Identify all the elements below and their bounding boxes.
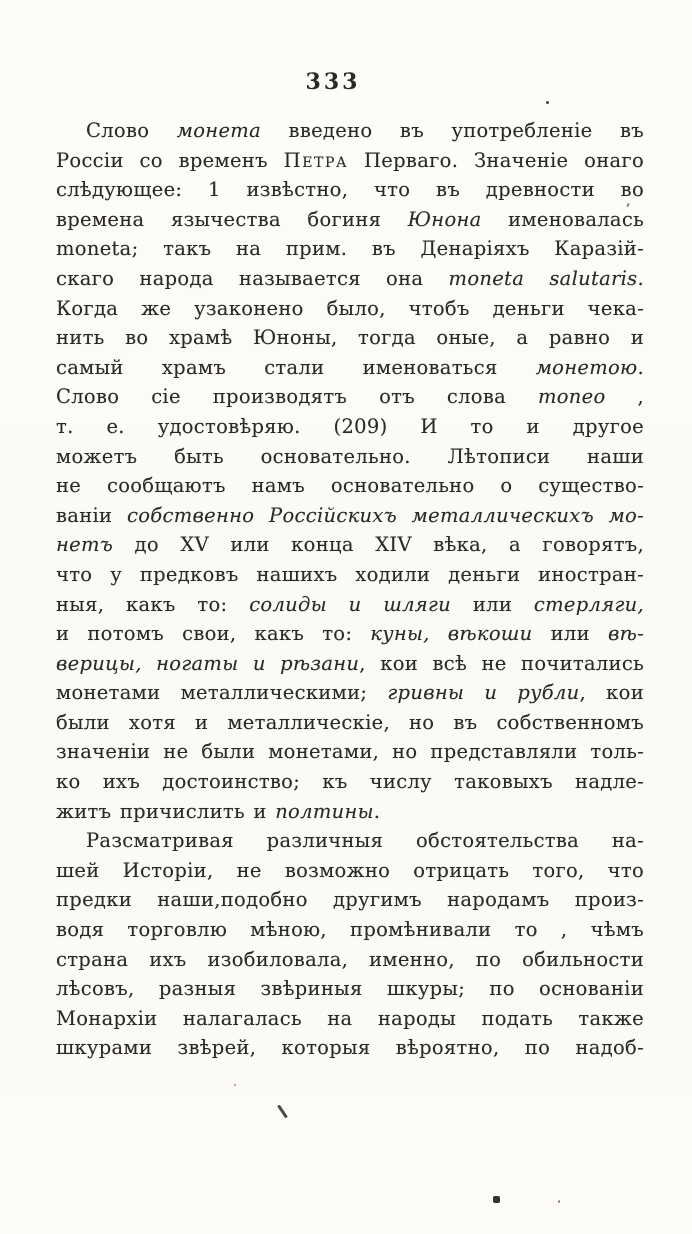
text-line xyxy=(56,856,644,886)
text-line xyxy=(56,382,644,412)
text-line xyxy=(56,737,644,767)
text-segment: именовалась xyxy=(481,207,644,231)
italic-text: куны, вѣкоши xyxy=(370,622,533,646)
text-line xyxy=(56,649,644,679)
smallcaps-text: Петра xyxy=(283,148,349,172)
text-segment: , xyxy=(605,385,644,409)
italic-text: монетою xyxy=(535,355,638,379)
text-segment: слѣдующее: 1 извѣстно, что въ древности во xyxy=(56,178,644,202)
text-line xyxy=(56,974,644,1004)
ink-speck xyxy=(493,1196,500,1203)
ink-speck xyxy=(234,1084,236,1086)
text-line xyxy=(56,530,644,560)
text-segment: были хотя и металлическіе, но въ собственномъ xyxy=(56,710,644,734)
text-line xyxy=(56,294,644,324)
italic-text: монета xyxy=(176,119,262,142)
text-segment: или xyxy=(451,592,534,616)
italic-text: вѣ- xyxy=(607,622,645,646)
text-line xyxy=(56,234,644,264)
text-segment: . xyxy=(637,266,644,290)
text-line xyxy=(56,323,644,353)
text-line xyxy=(56,678,644,708)
italic-text: гривны и рубли xyxy=(387,681,580,705)
text-line xyxy=(56,353,644,383)
text-segment: Разсматривая различныя обстоятельства на- xyxy=(86,829,644,853)
text-segment: ныя, какъ то: xyxy=(56,592,250,616)
text-segment: ко ихъ достоинство; къ числу таковыхъ надле- xyxy=(56,770,644,794)
text-segment: , кои xyxy=(579,681,644,705)
text-line xyxy=(56,264,644,294)
text-line xyxy=(56,146,644,176)
text-segment: Монархіи налагалась на народы подать также xyxy=(56,1006,644,1030)
text-segment: не сообщаютъ намъ основательно о существо- xyxy=(56,474,644,498)
text-segment: шей Исторіи, не возможно отрицать того, что xyxy=(56,858,644,882)
text-segment: . xyxy=(373,799,381,823)
body-text xyxy=(56,116,644,1063)
text-segment: житъ причислить и xyxy=(56,799,276,823)
text-segment: или xyxy=(532,622,608,646)
text-line xyxy=(56,1033,644,1063)
text-segment: лѣсовъ, разныя звѣриныя шкуры; по основаніи xyxy=(56,977,644,1001)
text-line xyxy=(56,471,644,501)
text-segment: водя торговлю мѣною, промѣнивали то , чѣмъ xyxy=(56,918,644,942)
ink-speck xyxy=(546,101,549,104)
text-segment: можетъ быть основательно. Лѣтописи наши xyxy=(56,444,644,468)
text-line xyxy=(56,826,644,856)
text-segment: Россіи со временъ xyxy=(56,148,284,172)
text-segment: введено въ употребленіе въ xyxy=(261,119,645,142)
italic-text: собственно Россійскихъ металлическихъ мо- xyxy=(127,503,644,527)
text-line xyxy=(56,560,644,590)
text-line xyxy=(56,797,644,827)
text-line xyxy=(56,175,644,205)
text-segment: Слово xyxy=(86,119,177,142)
text-line xyxy=(56,767,644,797)
text-segment: ваніи xyxy=(56,503,128,527)
italic-text: Юнона xyxy=(407,207,482,231)
italic-text: moneo xyxy=(537,385,606,409)
italic-text: верицы, ногаты и рѣзани xyxy=(56,651,360,675)
italic-text: солиды и шляги xyxy=(249,592,452,616)
text-segment: т. е. удостовѣряю. (209) И то и другое xyxy=(56,414,644,438)
italic-text: полтины xyxy=(275,799,374,823)
page-number: 333 xyxy=(305,69,361,95)
text-line xyxy=(56,708,644,738)
text-line xyxy=(56,915,644,945)
text-segment: времена язычества богиня xyxy=(56,207,408,231)
text-line xyxy=(56,442,644,472)
italic-text: стерляги, xyxy=(533,592,644,616)
italic-text: moneta salutaris xyxy=(448,266,638,290)
text-line xyxy=(56,590,644,620)
text-segment: и потомъ свои, какъ то: xyxy=(56,622,371,646)
text-segment: скаго народа называется она xyxy=(56,266,449,290)
text-segment: значеніи не были монетами, но представляли толь- xyxy=(56,740,644,764)
italic-text: нетъ xyxy=(56,533,114,557)
text-line xyxy=(56,619,644,649)
text-segment: шкурами звѣрей, которыя вѣроятно, по надоб- xyxy=(56,1036,644,1060)
text-segment: предки наши,подобно другимъ народамъ произ- xyxy=(56,888,644,912)
text-segment: . xyxy=(637,355,644,379)
text-segment: Слово сіе производятъ отъ слова xyxy=(56,385,538,409)
text-line xyxy=(56,885,644,915)
text-line xyxy=(56,945,644,975)
text-line xyxy=(56,412,644,442)
text-line xyxy=(56,501,644,531)
text-segment: Когда же узаконено было, чтобъ деньги чека- xyxy=(56,296,644,320)
text-segment: самый храмъ стали именоваться xyxy=(56,355,536,379)
text-segment: монетами металлическими; xyxy=(56,681,388,705)
text-segment: moneta; такъ на прим. въ Денаріяхъ Каразій- xyxy=(56,237,644,261)
text-segment: до XV или конца XIV вѣка, а говорятъ, xyxy=(113,533,644,557)
text-segment: , кои всѣ не почитались xyxy=(359,651,644,675)
ink-speck xyxy=(558,1200,560,1203)
text-segment: Перваго. Значеніе онаго xyxy=(348,148,644,172)
text-segment: страна ихъ изобиловала, именно, по обильности xyxy=(56,947,644,971)
text-segment: нить во храмѣ Юноны, тогда оные, а равно и xyxy=(56,326,644,350)
text-line xyxy=(56,1004,644,1034)
text-line xyxy=(56,205,644,235)
text-segment: что у предковъ нашихъ ходили деньги иностран- xyxy=(56,562,644,586)
text-line xyxy=(56,116,644,146)
